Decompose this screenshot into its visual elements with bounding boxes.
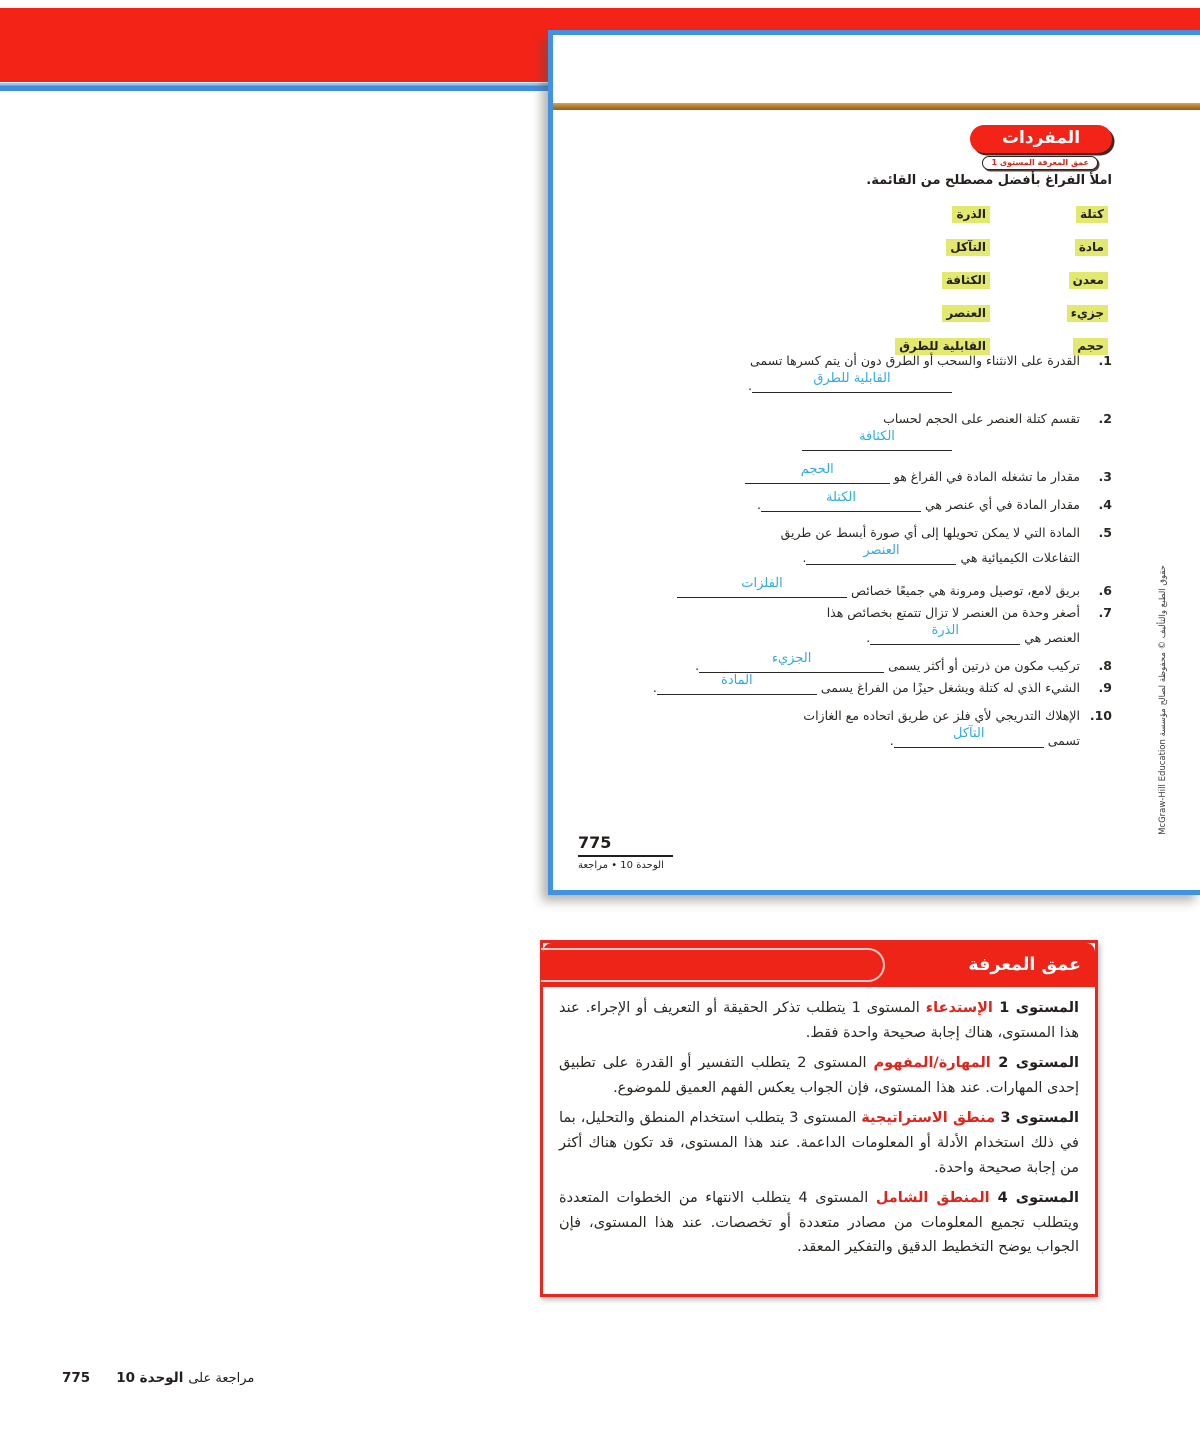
answer-blank-row: القابلية للطرق . bbox=[564, 375, 952, 396]
dok-level-text: المستوى 4 يتطلب الانتهاء من الخطوات المتعددة ويتطلب تجميع المعلومات من مصادر متعددة أو تخصصات. عند هذا المستوى، فإن الجواب يوضح التخطيط الدقيق والتفكير المعقد. bbox=[559, 1189, 1079, 1256]
handwritten-answer: الفلزات bbox=[741, 576, 783, 592]
handwritten-answer: القابلية للطرق bbox=[813, 371, 891, 387]
question-item: 4. مقدار المادة في أي عنصر هي الكتلة . bbox=[564, 494, 1112, 515]
question-item: 8. تركيب مكون من ذرتين أو أكثر يسمى الجزيء . bbox=[564, 655, 1112, 676]
vocab-section-title: المفردات bbox=[1001, 128, 1081, 148]
question-text: مقدار المادة في أي عنصر هي bbox=[921, 497, 1080, 512]
dok-header-pill-decoration bbox=[541, 948, 885, 982]
vocab-section-badge bbox=[970, 125, 1112, 153]
vocab-term-cell bbox=[810, 269, 990, 289]
question-number: 3. bbox=[1098, 469, 1112, 484]
dok-level-label: المستوى 4 bbox=[989, 1189, 1079, 1206]
page-caption: الوحدة 10 • مراجعة bbox=[578, 860, 664, 871]
question-number: 7. bbox=[1098, 605, 1112, 620]
handwritten-answer: الكتلة bbox=[826, 490, 856, 506]
question-number: 5. bbox=[1098, 525, 1112, 540]
vocab-term: القابلية للطرق bbox=[895, 338, 990, 355]
question-number: 4. bbox=[1098, 497, 1112, 512]
vocab-term: مادة bbox=[1075, 239, 1108, 256]
question-second-line: التفاعلات الكيميائية هي العنصر . bbox=[564, 547, 1080, 568]
vocab-term-cell bbox=[990, 203, 1108, 223]
question-text: القدرة على الانثناء والسحب أو الطرق دون أن يتم كسرها تسمى bbox=[750, 353, 1080, 368]
dok-level-text: المستوى 2 يتطلب التفسير أو القدرة على تطبيق إحدى المهارات. عند هذا المستوى، فإن الجواب يعكس الفهم العميق للموضوع. bbox=[559, 1054, 1079, 1096]
vocab-term-cell bbox=[990, 302, 1108, 322]
question-item: 9. الشيء الذي له كتلة ويشغل حيزًا من الفراغ يسمى المادة . bbox=[564, 677, 1112, 698]
dok-level-name: المهارة/المفهوم bbox=[873, 1054, 991, 1071]
dok-level-name: منطق الاستراتيجية bbox=[861, 1109, 996, 1126]
question-number: 2. bbox=[1098, 411, 1112, 426]
answer-blank bbox=[802, 429, 952, 451]
footer-review-label: مراجعة على bbox=[188, 1371, 255, 1386]
vocab-term: الكثافة bbox=[942, 272, 990, 289]
question-item bbox=[564, 705, 1112, 751]
answer-blank bbox=[745, 462, 890, 484]
question-text: الشيء الذي له كتلة ويشغل حيزًا من الفراغ يسمى bbox=[816, 680, 1080, 695]
page-number-block bbox=[578, 833, 673, 871]
dok-level-text: المستوى 3 يتطلب استخدام المنطق والتحليل، بما في ذلك استخدام الأدلة أو المعلومات الداعمة. عند هذا المستوى، قد تكون هناك أكثر من إجابة صحيحة واحدة. bbox=[559, 1109, 1079, 1176]
dok-level-name: المنطق الشامل bbox=[875, 1189, 990, 1206]
question-item bbox=[564, 522, 1112, 568]
dok-level bbox=[559, 996, 1079, 1046]
dok-level-list bbox=[543, 987, 1095, 1260]
instruction-text: املأ الفراغ بأفضل مصطلح من القائمة. bbox=[866, 173, 1112, 188]
dok-level bbox=[559, 1051, 1079, 1101]
question-item bbox=[564, 462, 1112, 487]
handwritten-answer: الحجم bbox=[800, 462, 834, 478]
masthead-blue-rule bbox=[0, 83, 552, 91]
question-item bbox=[564, 576, 1112, 601]
dok-title: عمق المعرفة bbox=[968, 955, 1081, 975]
question-item bbox=[564, 602, 1112, 648]
vocab-term: العنصر bbox=[942, 305, 990, 322]
question-text: مقدار ما تشغله المادة في الفراغ هو bbox=[889, 469, 1080, 484]
vocab-term: معدن bbox=[1069, 272, 1108, 289]
question-text-line2: تسمى bbox=[1043, 733, 1080, 748]
handwritten-answer: الذرة bbox=[931, 623, 959, 639]
dok-level-text: المستوى 1 يتطلب تذكر الحقيقة أو التعريف أو الإجراء. عند هذا المستوى، هناك إجابة صحيحة واحدة فقط. bbox=[559, 1000, 1079, 1041]
footer-unit-label: الوحدة 10 bbox=[116, 1370, 184, 1386]
handwritten-answer: المادة bbox=[721, 673, 753, 689]
question-item bbox=[564, 408, 1112, 454]
question-text: المادة التي لا يمكن تحويلها إلى أي صورة أبسط عن طريق bbox=[780, 525, 1080, 540]
answer-blank bbox=[677, 576, 847, 598]
answer-blank bbox=[657, 673, 817, 695]
vocab-term: جزيء bbox=[1067, 305, 1108, 322]
vocab-term: كتلة bbox=[1076, 206, 1108, 223]
question-text: أصغر وحدة من العنصر لا تزال تتمتع بخصائص هذا bbox=[826, 605, 1080, 620]
vocab-term-cell bbox=[810, 302, 990, 322]
handwritten-answer: الكثافة bbox=[859, 429, 895, 445]
dok-level bbox=[559, 1186, 1079, 1261]
question-text: تركيب مكون من ذرتين أو أكثر يسمى bbox=[884, 658, 1080, 673]
question-text-line2: العنصر هي bbox=[1020, 630, 1080, 645]
dok-level-name: الإستدعاء bbox=[925, 1000, 993, 1016]
vocab-term-cell bbox=[990, 236, 1108, 256]
dok-level-label: المستوى 3 bbox=[995, 1109, 1079, 1126]
vocab-page-content bbox=[553, 35, 1200, 890]
question-list bbox=[564, 350, 1112, 758]
vocab-term-list bbox=[810, 203, 1108, 355]
vocab-term-cell bbox=[990, 269, 1108, 289]
question-text: تقسم كتلة العنصر على الحجم لحساب bbox=[883, 411, 1080, 426]
footer-page-number: 775 bbox=[62, 1370, 91, 1386]
question-text: بريق لامع، توصيل ومرونة هي جميعًا خصائص bbox=[847, 583, 1080, 598]
dok-level-tag: عمق المعرفة المستوى 1 bbox=[982, 156, 1098, 170]
question-number: 8. bbox=[1098, 658, 1112, 673]
answer-blank bbox=[752, 371, 952, 393]
page-number: 775 bbox=[578, 833, 673, 857]
question-second-line: تسمى التآكل . bbox=[564, 730, 1080, 751]
answer-blank bbox=[870, 623, 1020, 645]
vocab-worksheet-page bbox=[548, 30, 1200, 895]
dok-level bbox=[559, 1106, 1079, 1181]
question-text: الإهلاك التدريجي لأي فلز عن طريق اتحاده مع الغازات bbox=[803, 708, 1080, 723]
question-number: 1. bbox=[1098, 353, 1112, 368]
answer-blank bbox=[894, 726, 1044, 748]
handwritten-answer: التآكل bbox=[953, 726, 985, 742]
answer-blank-row bbox=[564, 429, 952, 454]
handwritten-answer: الجزيء bbox=[771, 651, 812, 667]
handwritten-answer: العنصر bbox=[863, 543, 900, 559]
question-number: 6. bbox=[1098, 583, 1112, 598]
page-top-rule bbox=[553, 103, 1200, 110]
dok-header bbox=[543, 943, 1095, 987]
vocab-term: حجم bbox=[1073, 338, 1108, 355]
vocab-term: الذرة bbox=[952, 206, 990, 223]
question-number: 10. bbox=[1089, 708, 1112, 723]
dok-level-label: المستوى 1 bbox=[992, 1000, 1079, 1016]
depth-of-knowledge-box bbox=[540, 940, 1098, 1297]
doc-footer bbox=[62, 1370, 254, 1386]
question-item bbox=[564, 350, 1112, 396]
question-second-line: العنصر هي الذرة . bbox=[564, 627, 1080, 648]
copyright-vertical-text: حقوق الطبع والتأليف © محفوظة لصالح مؤسسة McGraw-Hill Education bbox=[1158, 565, 1168, 835]
question-text-line2: التفاعلات الكيميائية هي bbox=[956, 550, 1080, 565]
vocab-term-cell bbox=[810, 203, 990, 223]
answer-blank bbox=[761, 490, 921, 512]
vocab-term: التآكل bbox=[946, 239, 990, 256]
question-number: 9. bbox=[1098, 680, 1112, 695]
dok-level-label: المستوى 2 bbox=[990, 1054, 1079, 1071]
vocab-term-cell bbox=[810, 236, 990, 256]
